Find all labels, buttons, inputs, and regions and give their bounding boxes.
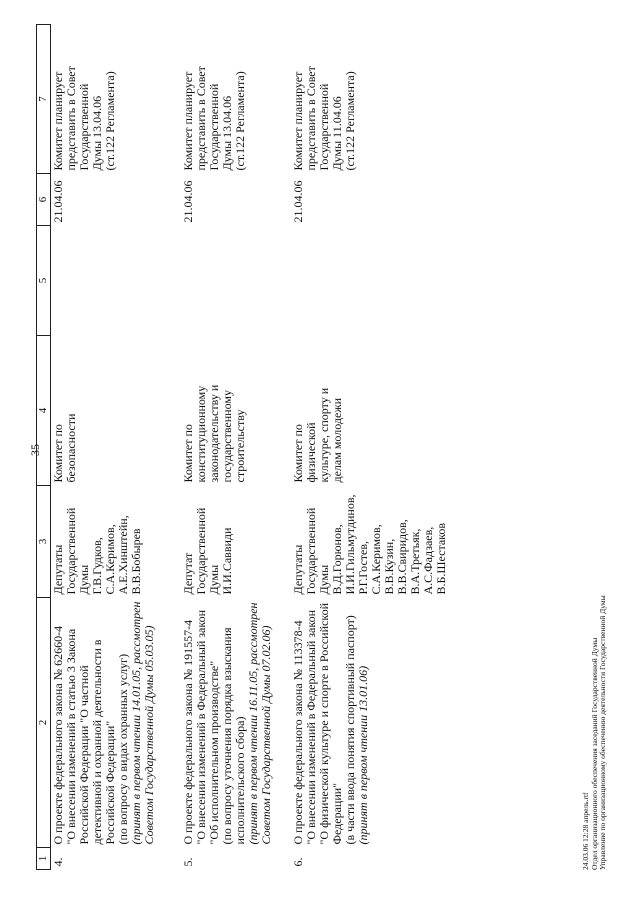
table-row (51, 25, 181, 870)
initiator-line: Государственной (64, 507, 78, 595)
bill-title-line: Федерации" (329, 782, 344, 845)
empty-cell (291, 226, 454, 336)
plan-line: Комитет планирует (51, 71, 65, 171)
committee-line: законодательству и (206, 384, 221, 483)
plan-line: Государственной (77, 83, 91, 171)
committee-cell (291, 336, 454, 486)
reading-status-line: Советом Государственной Думы 07.02.06) (258, 625, 273, 845)
table-row (181, 25, 291, 870)
initiator-line: Р.Г.Гостев, (355, 540, 370, 595)
plan-line: (ст.122 Регламента) (232, 71, 247, 171)
initiator-line: В.А.Третьяк, (407, 528, 422, 595)
initiators-cell (51, 486, 181, 598)
column-header: 3 (37, 486, 51, 598)
bill-title-line: О проекте федерального закона № 191557-4 (180, 619, 195, 845)
committee-line: строительству (232, 409, 247, 483)
initiator-line: Государственной (303, 507, 318, 595)
committee-line: Комитет по (51, 424, 65, 483)
plan-line: Думы 11.04.06 (329, 96, 344, 171)
row-number: 5. (180, 857, 195, 867)
bill-title-line: "О внесении изменений в Федеральный закон (193, 609, 208, 845)
bill-title-line: (по вопросу уточнения порядка взыскания (219, 627, 234, 845)
row-number: 4. (51, 857, 65, 867)
initiator-line: Думы (77, 564, 91, 595)
initiator-line: Депутаты (51, 544, 65, 595)
bill-title-line: (в части ввода понятия спортивный паспорт) (342, 615, 357, 845)
plan-line: Государственной (206, 83, 221, 171)
bill-title-line: Российской Федерации "О частной (77, 665, 91, 845)
initiator-line: А.Е.Хинштейн, (116, 515, 130, 595)
committee-line: государственному (219, 390, 234, 483)
initiator-line: С.А.Керимов, (368, 524, 383, 595)
initiator-line: В.В.Бобырев (129, 528, 143, 595)
empty-cell (181, 226, 291, 336)
footer-line: Отдел организационного обеспечения заседаний Государственной Думы (589, 637, 599, 870)
bill-title-line: О проекте федерального закона № 62660-4 (51, 625, 65, 845)
initiator-line: В.В.Свиридов, (394, 519, 409, 595)
bill-title-line: (по вопросу о видах охранных услуг) (116, 653, 130, 845)
page-number: 35 (28, 444, 42, 456)
bill-title-cell (51, 598, 181, 848)
plan-cell (51, 25, 181, 174)
initiator-line: И.И.Саввиди (219, 527, 234, 595)
bill-title-line: О проекте федерального закона № 113378-4 (290, 620, 305, 845)
bill-title-line: "О внесении изменений в статью 3 Закона (64, 628, 78, 845)
plan-line: Комитет планирует (180, 71, 195, 171)
column-header: 7 (37, 25, 51, 174)
initiator-line: Депутаты (290, 544, 305, 595)
plan-line: представить в Совет (64, 66, 78, 171)
column-header: 6 (37, 174, 51, 226)
committee-line: безопасности (64, 413, 78, 483)
reading-status-line: Советом Государственной Думы 05.03.05) (142, 625, 156, 845)
initiator-line: Государственной (193, 507, 208, 595)
plan-line: Думы 13.04.06 (219, 95, 234, 171)
initiator-line: В.Б.Шестаков (433, 522, 448, 595)
table-row (291, 25, 454, 870)
initiator-line: В.Д.Горюнов, (329, 524, 344, 595)
empty-cell (51, 226, 181, 336)
committee-line: конституционному (193, 385, 208, 483)
bill-title-line: исполнительского сбора) (232, 716, 247, 845)
date-cell: 21.04.06 (180, 180, 195, 223)
footer-line: Управление по организационному обеспечению деятельности Государственной Думы (598, 595, 607, 870)
initiators-cell (181, 486, 291, 598)
table-body (51, 25, 454, 870)
footer-line: 24.03.06 12:28 апрель.rtf (581, 792, 590, 870)
column-header: 1 (37, 848, 51, 870)
plan-line: (ст.122 Регламента) (342, 71, 357, 171)
bill-title-line: Российской Федерации" (103, 720, 117, 845)
bill-title-line: "О физической культуре и спорте в Российской (316, 603, 331, 845)
bill-title-line: детективной и охранной деятельности в (90, 639, 104, 845)
plan-line: представить в Совет (303, 66, 318, 171)
reading-status-line: (принят в первом чтении 14.01.05, рассмотрен (129, 601, 143, 845)
initiators-cell (291, 486, 454, 598)
initiator-line: В.В.Кузин, (381, 538, 396, 595)
date-cell: 21.04.06 (51, 180, 65, 223)
reading-status-line: (принят в первом чтении 13.01.06) (355, 665, 370, 845)
footer (582, 595, 608, 870)
initiator-line: Г.В.Гудков, (90, 537, 104, 595)
bill-title-line: "О внесении изменений в Федеральный закон (303, 609, 318, 845)
committee-line: физической (303, 422, 318, 483)
initiator-line: А.С.Фадзаев, (420, 526, 435, 595)
plan-line: Государственной (316, 83, 331, 171)
plan-line: представить в Совет (193, 66, 208, 171)
initiator-line: Депутат (180, 552, 195, 595)
reading-status-line: (принят в первом чтении 16.11.05, рассмотрен (245, 602, 260, 845)
committee-line: делам молодежи (329, 397, 344, 483)
plan-line: Думы 13.04.06 (90, 95, 104, 171)
committee-cell (181, 336, 291, 486)
column-header: 2 (37, 598, 51, 848)
plan-line: (ст.122 Регламента) (103, 71, 117, 171)
committee-line: Комитет по (180, 424, 195, 483)
bill-title-cell (291, 598, 454, 848)
agenda-table (36, 24, 454, 870)
bill-title-cell (181, 598, 291, 848)
initiator-line: С.А.Керимов, (103, 524, 117, 595)
committee-line: Комитет по (290, 424, 305, 483)
column-header: 5 (37, 226, 51, 336)
plan-cell (181, 25, 291, 174)
date-cell: 21.04.06 (290, 180, 305, 223)
initiator-line: И.И.Гильмутдинов, (342, 494, 357, 595)
column-header: 4 (37, 336, 51, 486)
initiator-line: Думы (316, 564, 331, 595)
committee-line: культуре, спорту и (316, 387, 331, 483)
plan-cell (291, 25, 454, 174)
committee-cell (51, 336, 181, 486)
initiator-line: Думы (206, 564, 221, 595)
bill-title-line: "Об исполнительном производстве" (206, 660, 221, 845)
plan-line: Комитет планирует (290, 71, 305, 171)
row-number: 6. (290, 857, 305, 867)
column-number-row (37, 25, 51, 870)
